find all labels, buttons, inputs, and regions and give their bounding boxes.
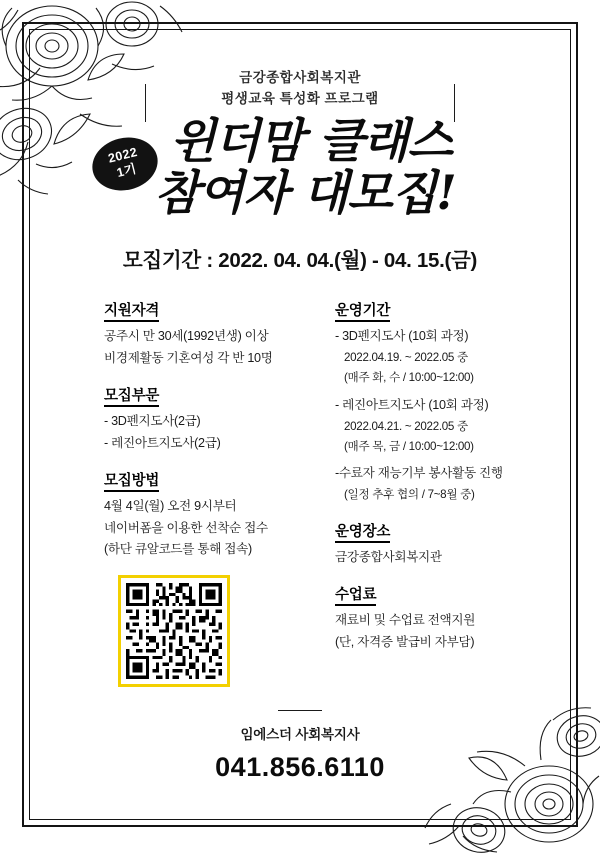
operation-period-title [335,299,548,320]
recruit-part-line-2: - 레진아트지도사(2급) [104,435,221,450]
title-line-1: 윈더맘 클래스 [170,113,452,169]
organization-name: 금강종합사회복지관 [239,70,361,85]
fee-title [335,583,548,604]
fee-title-text: 수업료 [335,587,376,606]
recruit-part-line-1: - 3D펜지도사(2급) [104,413,201,428]
operation-period-title-text: 운영기간 [335,303,390,322]
contact-staff-name: 임에스더 사회복지사 [240,727,360,742]
qualification-line-1: 공주시 만 30세(1992년생) 이상 [104,329,269,344]
application-method-line-2: 네이버폼을 이용한 선착순 접수 [104,520,268,535]
fee-line-2: (단, 자격증 발급비 자부담) [335,634,475,649]
qualification-title-text: 지원자격 [104,303,159,322]
qualification-title [104,299,317,320]
section-qualification [104,299,317,368]
section-fee [335,583,548,652]
operation-item-3-sub-1: (일정 추후 협의 / 7~8월 중) [344,488,475,502]
recruit-part-title-text: 모집부문 [104,388,159,407]
qualification-line-2: 비경제활동 기혼여성 각 반 10명 [104,350,273,365]
right-column [323,299,548,687]
place-title [335,520,548,541]
section-application-method [104,469,317,560]
header-rule-left [145,84,146,122]
detail-columns [40,299,560,687]
footer-divider [278,710,322,711]
section-recruit-part [104,384,317,453]
title-line-2: 참여자 대모집! [154,166,456,222]
operation-item-1-sub-2: (매주 화, 수 / 10:00~12:00) [344,371,474,385]
application-method-title-text: 모집방법 [104,473,159,492]
operation-item-3-head: -수료자 재능기부 봉사활동 진행 [335,466,503,481]
application-method-line-1: 4월 4일(월) 오전 9시부터 [104,498,237,513]
header-rule-right [454,84,455,122]
badge-year: 2022 [106,145,140,167]
operation-item-2-sub-1: 2022.04.21. ~ 2022.05 중 [344,419,468,433]
operation-item-1-sub-1: 2022.04.19. ~ 2022.05 중 [344,350,468,364]
application-method-title [104,469,317,490]
operation-item-2-sub-2: (매주 목, 금 / 10:00~12:00) [344,440,474,454]
application-method-line-3: (하단 큐알코드를 통해 접속) [104,542,252,557]
left-column [52,299,323,687]
operation-item-2-head: - 레진아트지도사 (10회 과정) [335,397,489,412]
contact-phone-number[interactable]: 041.856.6110 [215,752,385,782]
qr-code-frame[interactable] [118,575,230,687]
program-subtitle: 평생교육 특성화 프로그램 [221,90,379,106]
recruitment-period: 모집기간 : 2022. 04. 04.(월) - 04. 15.(금) [122,249,478,273]
place-line-1: 금강종합사회복지관 [335,549,442,564]
poster-content [40,40,560,809]
header-rules [40,84,560,124]
poster-header [40,68,560,110]
qr-code-icon[interactable] [126,583,222,679]
recruit-part-title [104,384,317,405]
operation-item-1-head: - 3D펜지도사 (10회 과정) [335,329,469,344]
place-title-text: 운영장소 [335,524,390,543]
section-operation-period [335,299,548,504]
badge-cohort: 1기 [115,161,139,181]
section-place [335,520,548,567]
poster-footer [40,710,560,783]
fee-line-1: 재료비 및 수업료 전액지원 [335,612,476,627]
